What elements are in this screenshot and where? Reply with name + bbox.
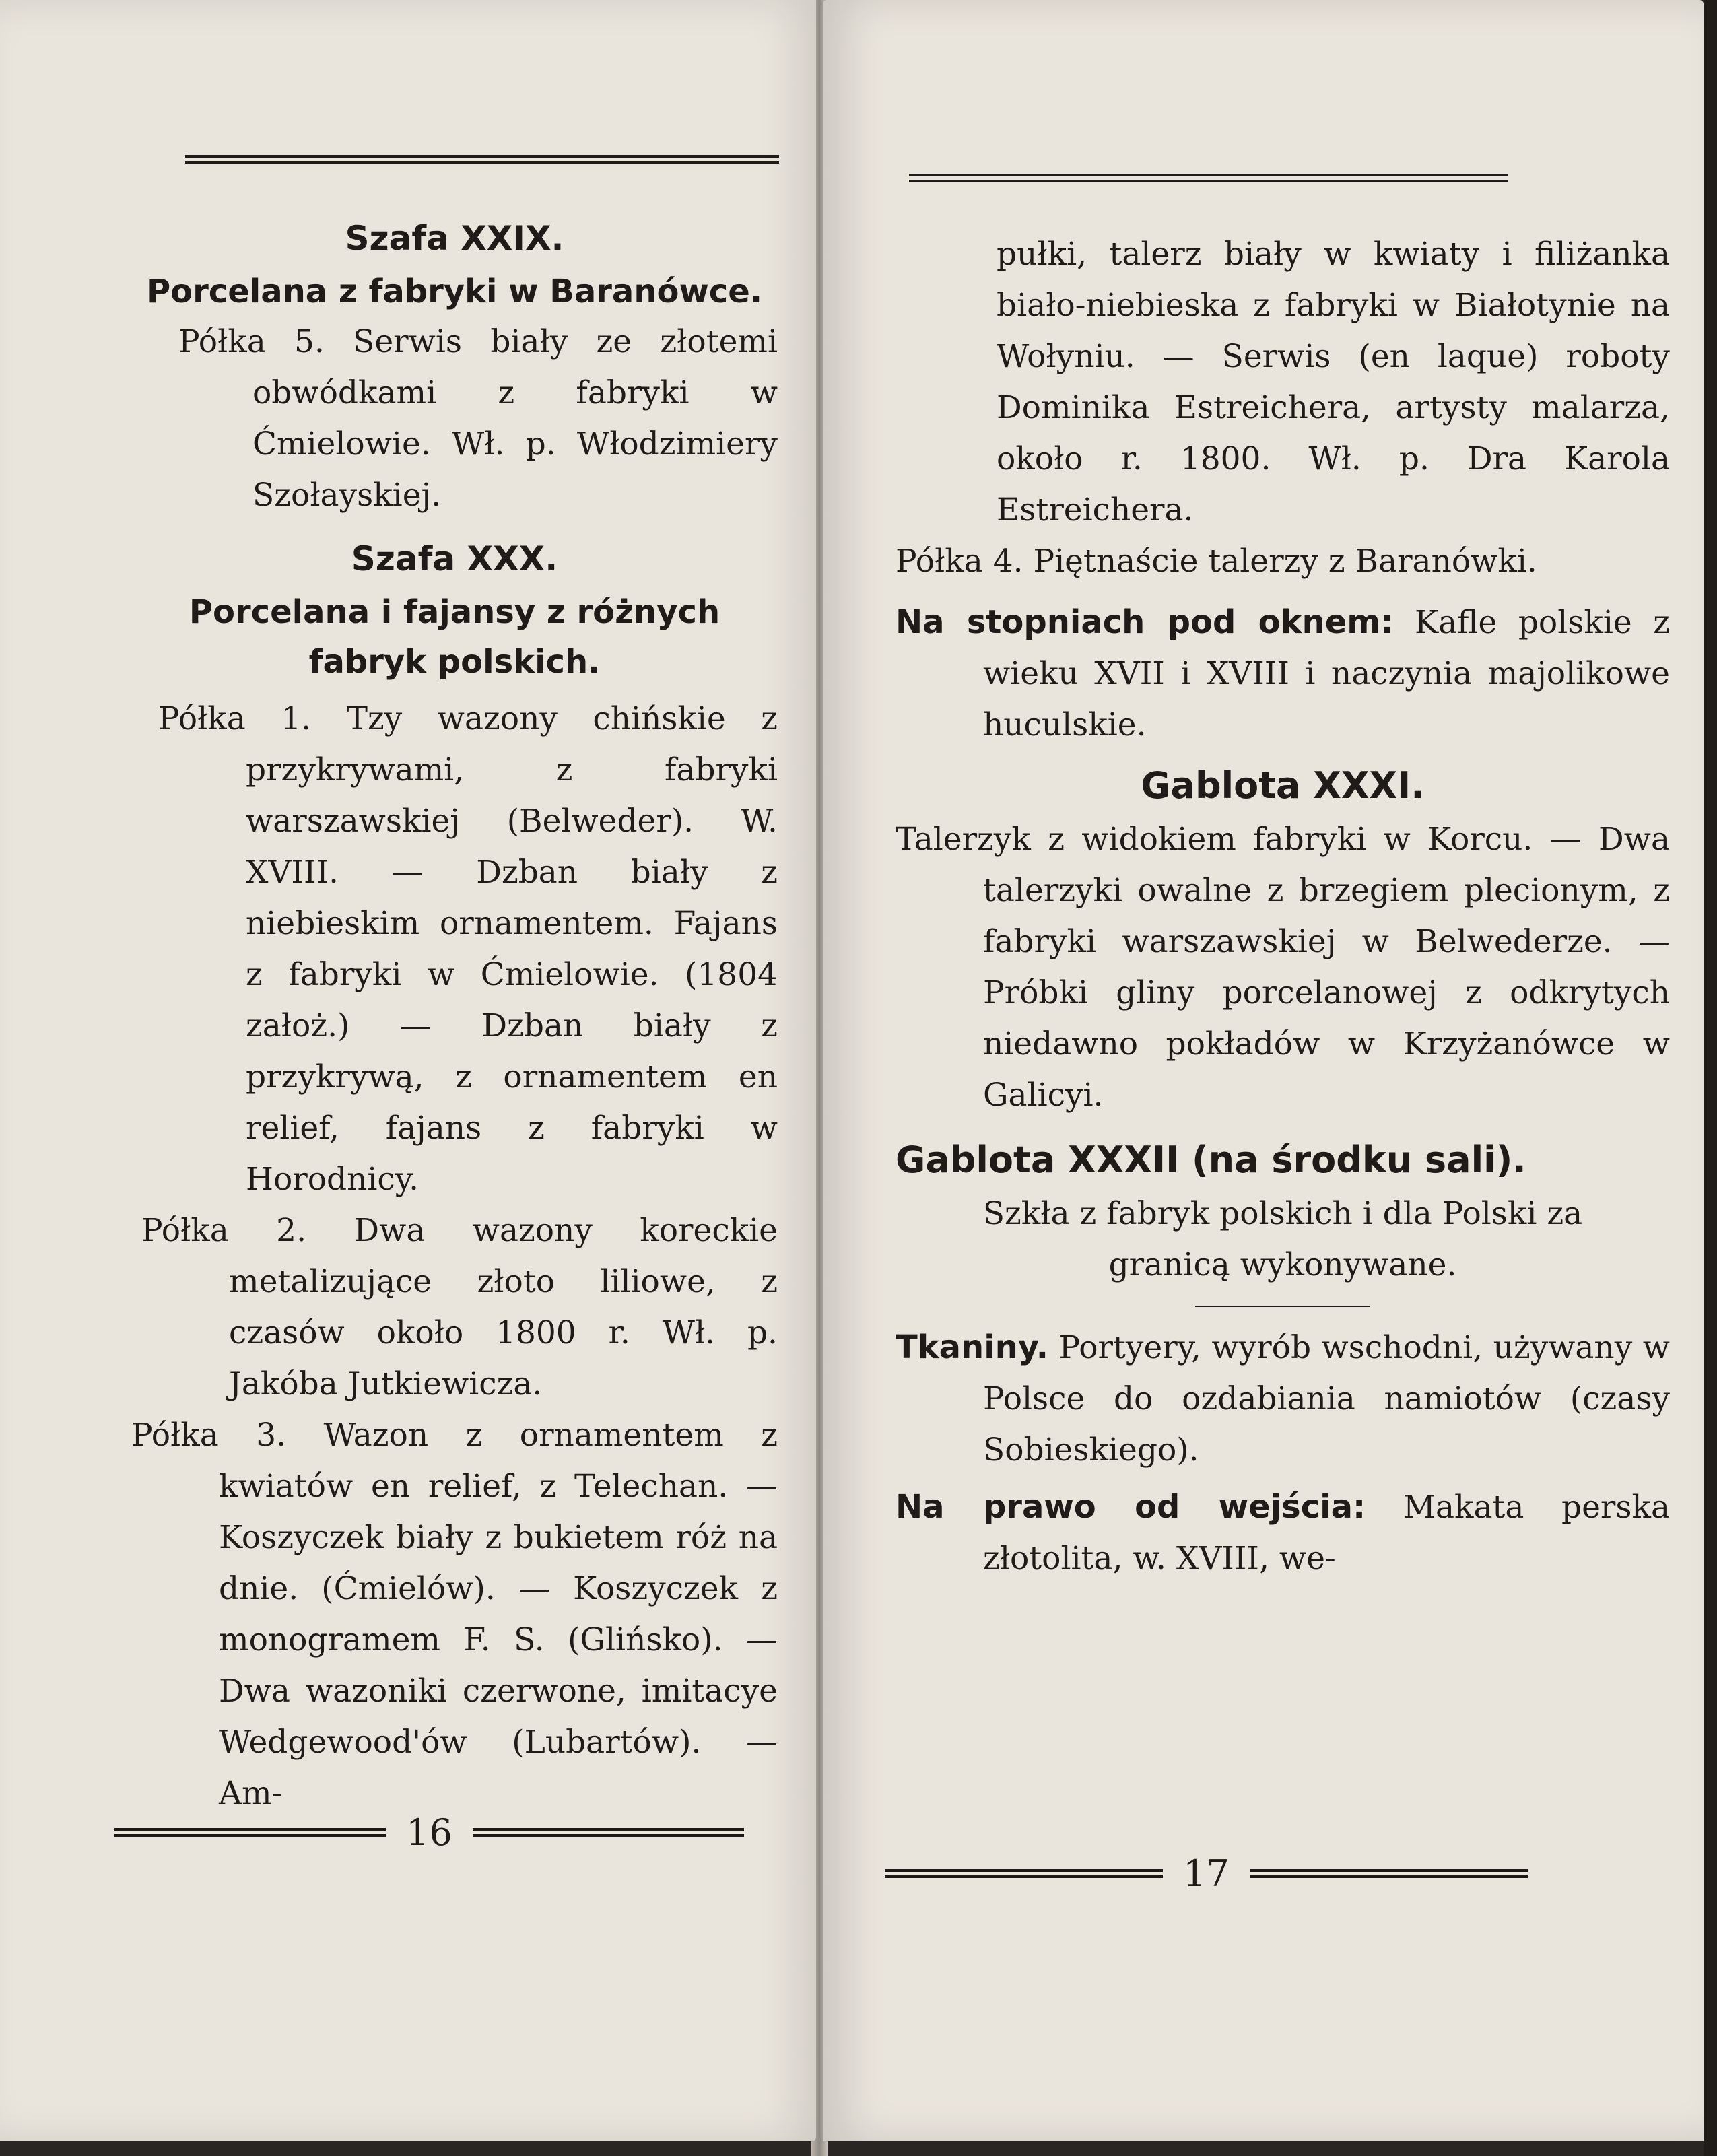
footer xyxy=(885,1852,1528,1895)
top-rule xyxy=(185,154,779,166)
right-text-column xyxy=(896,229,1670,1584)
section-heading: Szafa XXX. xyxy=(351,539,558,578)
entrance-text: Makata perska złotolita, w. XVIII, we- xyxy=(983,1489,1671,1577)
gablota-heading: Gablota XXXI. xyxy=(1141,764,1425,807)
footer xyxy=(114,1811,744,1854)
cover-edge xyxy=(1704,0,1717,2156)
steps-text: Kafle polskie z wieku XVII i XVIII i naczynia majolikowe huculskie. xyxy=(983,604,1670,743)
fabrics-lead: Tkaniny. xyxy=(896,1328,1048,1366)
shelf-entry: Półka 4. Piętnaście talerzy z Baranówki. xyxy=(896,543,1537,580)
section-subheading: Porcelana i fajansy z różnych fabryk polskich. xyxy=(189,593,720,681)
footer-rule-left xyxy=(114,1827,386,1839)
entrance-lead: Na prawo od wejścia: xyxy=(896,1488,1366,1526)
shelf-entry: Półka 5. Serwis biały ze złotemi obwódkami z fabryki w Ćmielowie. Wł. p. Włodzimiery Szołayskiej. xyxy=(178,323,778,514)
entrance-entry xyxy=(896,1481,1670,1584)
right-page xyxy=(823,0,1704,2141)
page-number: 17 xyxy=(1183,1852,1230,1895)
left-page xyxy=(0,0,816,2141)
page-number: 16 xyxy=(406,1811,452,1854)
section-subheading: Porcelana z fabryki w Baranówce. xyxy=(146,273,763,310)
shelf-entry: Półka 3. Wazon z ornamentem z kwiatów en relief, z Telechan. — Koszyczek biały z bukietem róż na dnie. (Ćmielów). — Koszyczek z monogramem F. S. (Glińsko). — Dwa wazoniki czerwone, imitacye Wedgewood'ów (Lubartów). — Am- xyxy=(131,1417,778,1812)
top-rule xyxy=(909,172,1508,184)
gablota-entry: Szkła z fabryk polskich i dla Polski za granicą wykonywane. xyxy=(982,1195,1583,1283)
gablota-heading: Gablota XXXII (na środku sali). xyxy=(896,1139,1526,1181)
left-text-column xyxy=(131,209,778,1819)
fabrics-entry xyxy=(896,1322,1670,1476)
divider xyxy=(1195,1306,1370,1307)
gablota-entry: Talerzyk z widokiem fabryki w Korcu. — Dwa talerzyki owalne z brzegiem plecionym, z fabryki warszawskiej w Belwederze. — Próbki gliny porcelanowej z odkrytych niedawno pokładów w Krzyżanówce w Galicyi. xyxy=(896,821,1670,1114)
fabrics-text: Portyery, wyrób wschodni, używany w Polsce do ozdabiania namiotów (czasy Sobieskiego). xyxy=(983,1329,1670,1469)
continued-entry: pułki, talerz biały w kwiaty i filiżanka biało-niebieska z fabryki w Białotynie na Wołyniu. — Serwis (en laque) roboty Dominika Estreichera, artysty malarza, około r. 1800. Wł. p. Dra Karola Estreichera. xyxy=(997,236,1670,529)
shelf-entry: Półka 2. Dwa wazony koreckie metalizujące złoto liliowe, z czasów około 1800 r. Wł. p. Jakóba Jutkiewicza. xyxy=(141,1212,778,1403)
footer-rule-right xyxy=(1250,1868,1528,1880)
steps-lead: Na stopniach pod oknem: xyxy=(896,603,1394,641)
footer-rule-left xyxy=(885,1868,1163,1880)
shelf-entry: Półka 1. Tzy wazony chińskie z przykrywami, z fabryki warszawskiej (Belweder). W. XVIII. — Dzban biały z niebieskim ornamentem. Fajans z fabryki w Ćmielowie. (1804 założ.) — Dzban biały z przykrywą, z ornamentem en relief, fajans z fabryki w Horodnicy. xyxy=(158,700,778,1198)
section-heading: Szafa XXIX. xyxy=(345,219,564,258)
steps-entry xyxy=(896,597,1670,751)
footer-rule-right xyxy=(473,1827,744,1839)
